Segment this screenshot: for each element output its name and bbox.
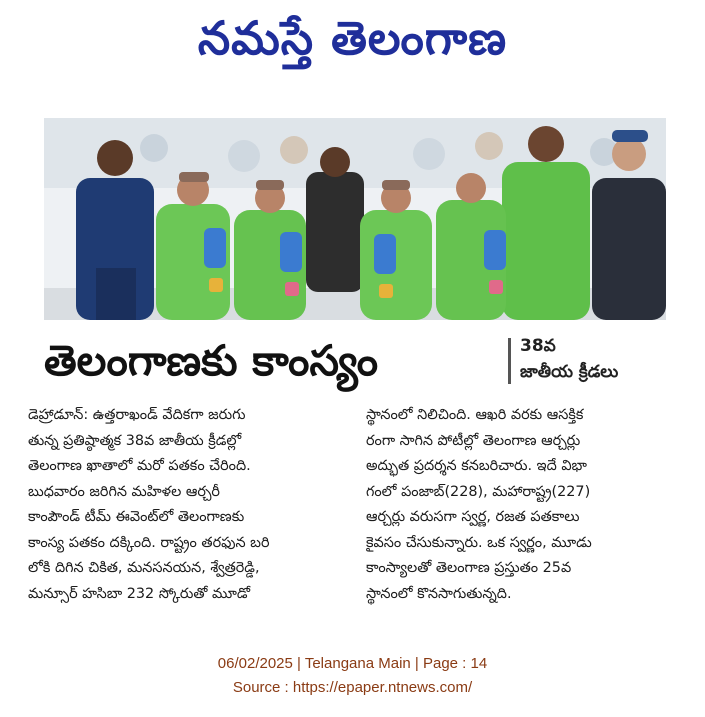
body-line: తున్న ప్రతిష్ఠాత్మక 38వ జాతీయ క్రీడల్లో xyxy=(28,432,242,449)
body-line: అద్భుత ప్రదర్శన కనబరిచారు. ఇదే విభా xyxy=(366,458,587,474)
kicker-edition: 38వ xyxy=(520,336,556,356)
body-line: గంలో పంజాబ్(228), మహారాష్ట్ర(227) xyxy=(366,483,591,500)
team-photo xyxy=(44,118,666,320)
body-line: కైవసం చేసుకున్నారు. ఒక స్వర్ణం, మూడు xyxy=(366,534,592,551)
body-line: మన్సూర్ హసిబా 232 స్కోరుతో మూడో xyxy=(28,585,251,602)
body-line: బుధవారం జరిగిన మహిళల ఆర్చరీ xyxy=(28,483,220,500)
article-body-right xyxy=(366,403,688,607)
body-line: డెహ్రాడూన్: ఉత్తరాఖండ్ వేదికగా జరుగు xyxy=(28,407,246,423)
kicker-divider xyxy=(508,338,511,384)
footer-source: Source : https://epaper.ntnews.com/ xyxy=(232,679,473,696)
body-line: ఆర్చర్లు వరుసగా స్వర్ణ, రజత పతకాలు xyxy=(366,509,580,525)
masthead-title: నమస్తే తెలంగాణ xyxy=(197,11,508,65)
body-line: కాంస్యాలతో తెలంగాణ ప్రస్తుతం 25వ xyxy=(366,560,572,576)
body-line: రంగా సాగిన పోటీల్లో తెలంగాణ ఆర్చర్లు xyxy=(366,432,581,449)
body-line: స్థానంలో నిలిచింది. ఆఖరి వరకు ఆసక్తిక xyxy=(366,407,584,423)
footer-date-page: 06/02/2025 | Telangana Main | Page : 14 xyxy=(217,655,488,672)
article-body-left xyxy=(28,403,350,607)
body-line: లోకి దిగిన చికిత, మనసనయన, శ్వేత్రరెడ్డి, xyxy=(28,560,260,576)
body-line: స్థానంలో కొనసాగుతున్నది. xyxy=(366,585,512,602)
article-headline: తెలంగాణకు కాంస్యం xyxy=(44,336,379,385)
body-line: కాంస్య పతకం దక్కింది. రాష్ట్రం తరఫున బరి xyxy=(28,534,270,551)
team-photo-illustration xyxy=(44,118,666,320)
body-line: కాంపౌండ్ టీమ్ ఈవెంట్‌లో తెలంగాణకు xyxy=(28,509,245,525)
kicker-event: జాతీయ క్రీడలు xyxy=(520,362,619,382)
body-line: తెలంగాణ ఖాతాలో మరో పతకం చేరింది. xyxy=(28,458,251,474)
